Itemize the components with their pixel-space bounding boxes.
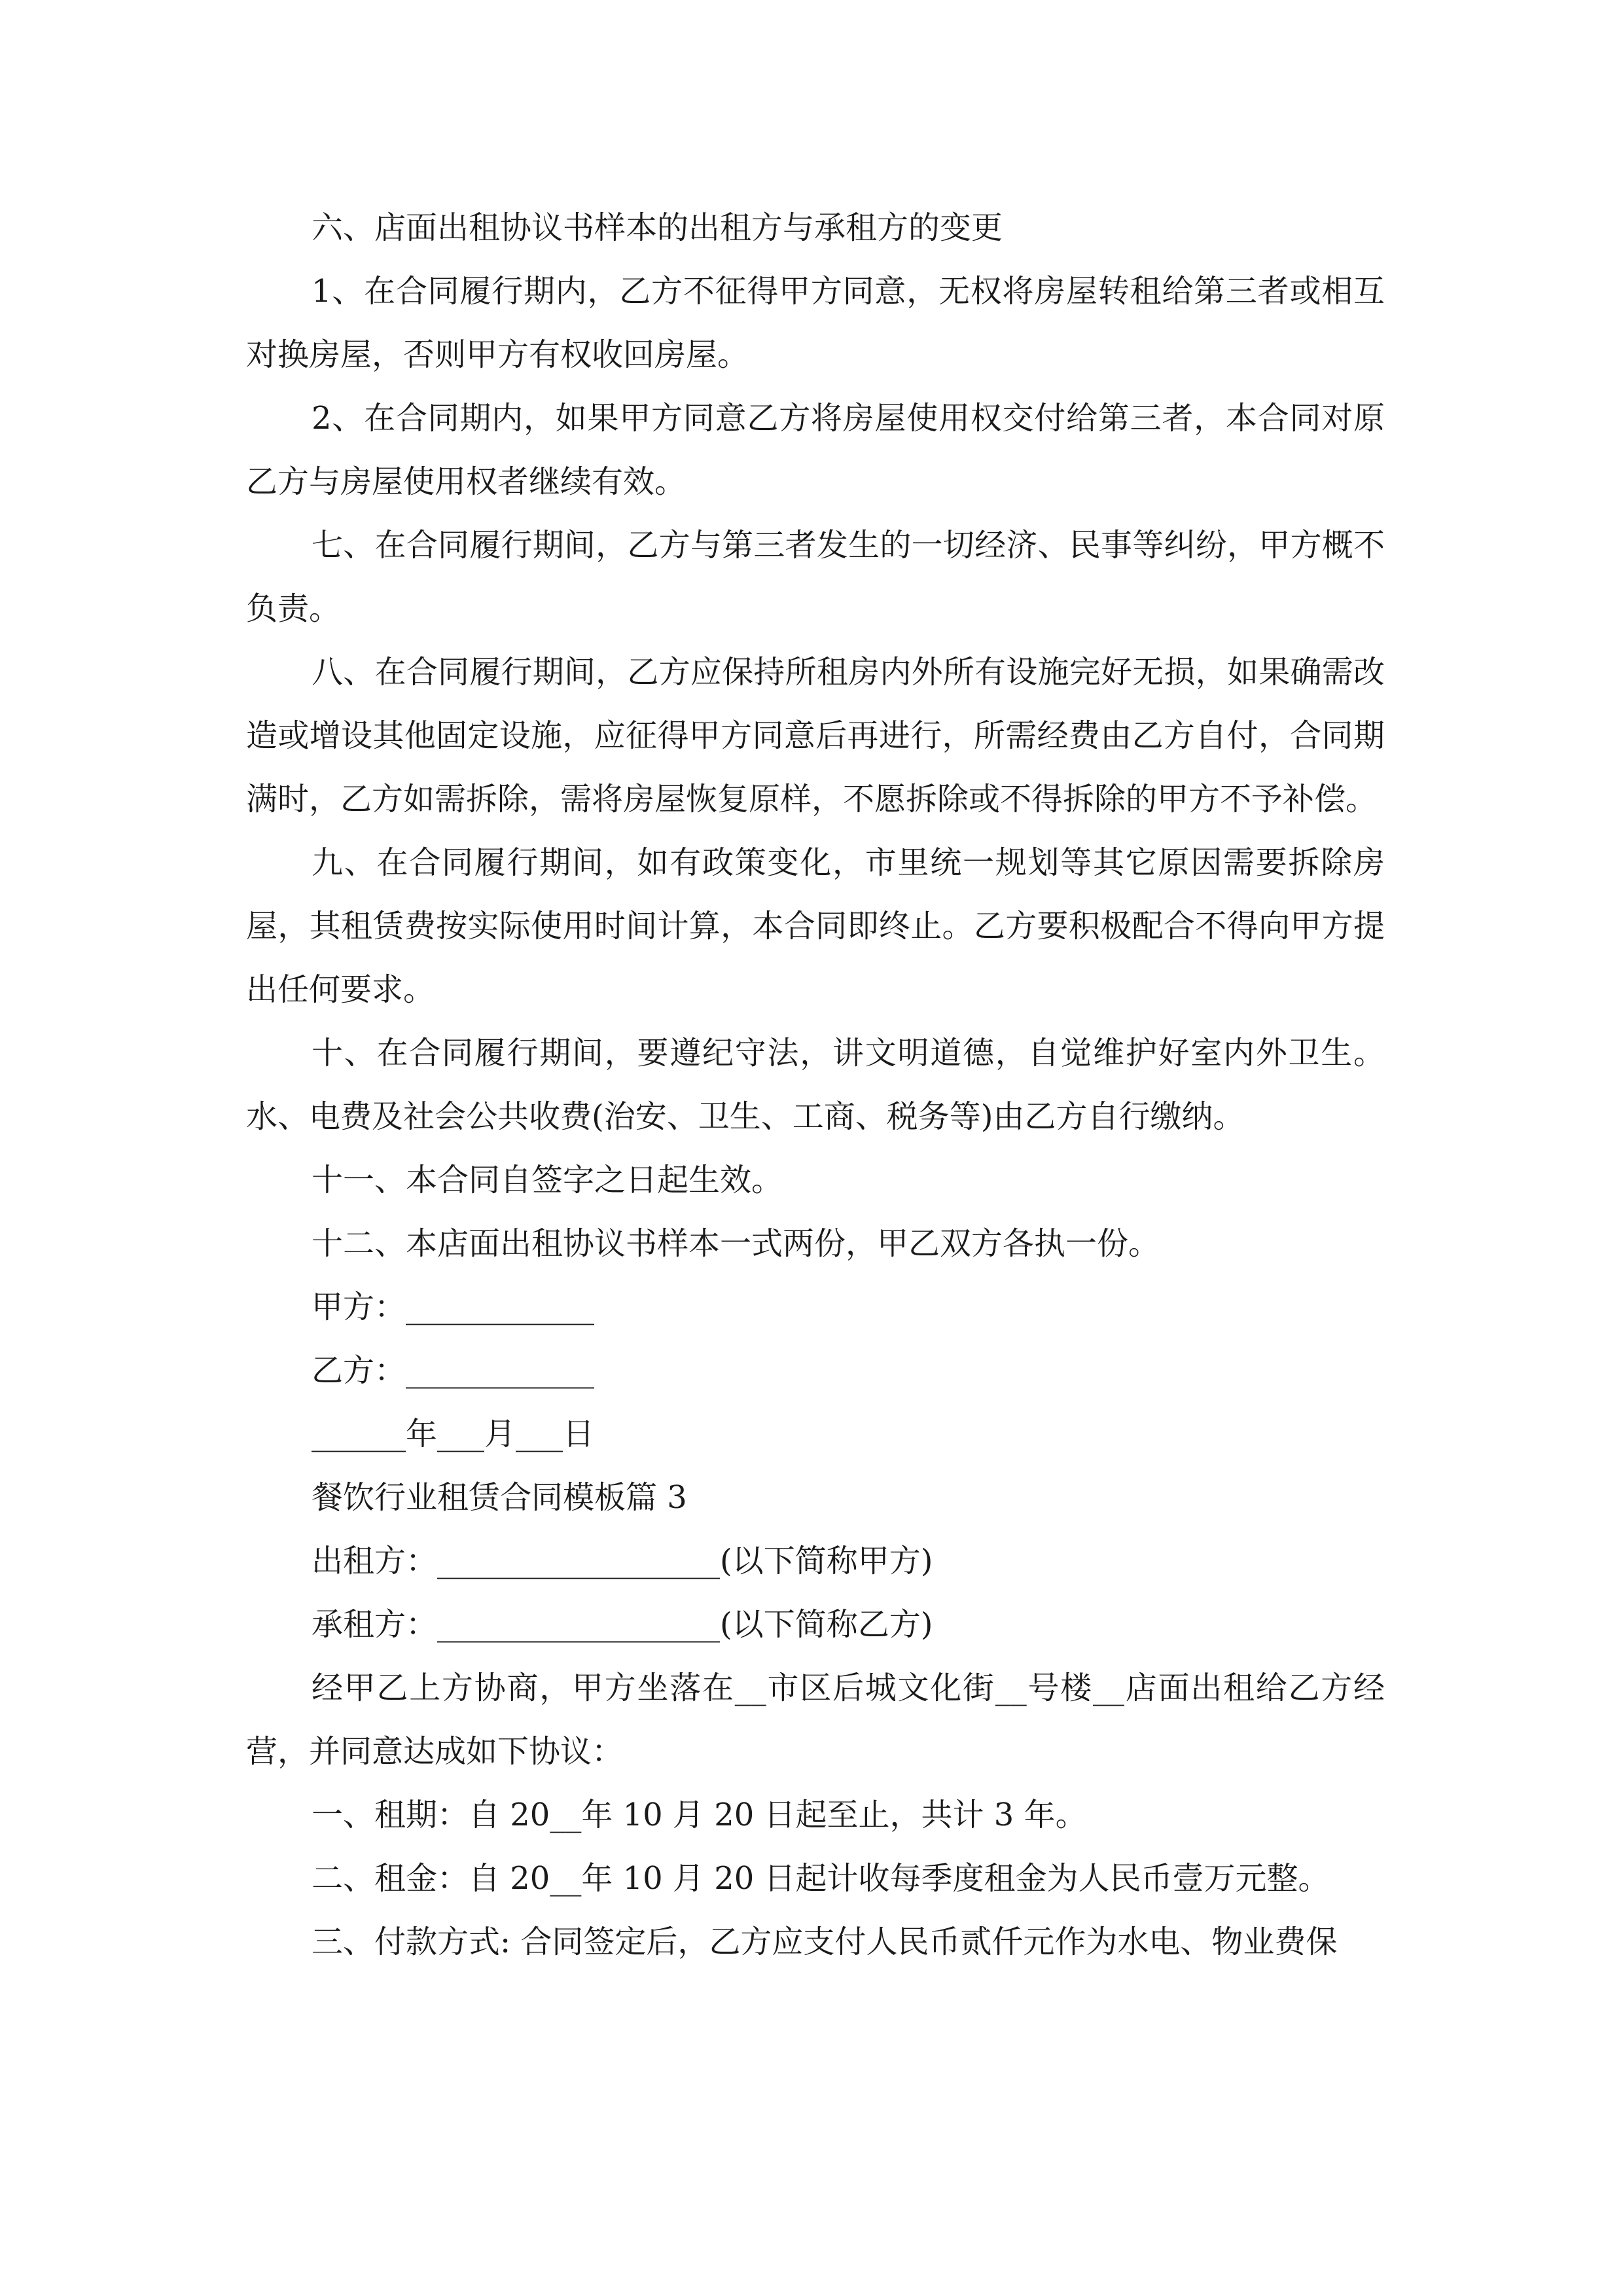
- lessor-line: 出租方：__________________(以下简称甲方): [312, 1543, 933, 1579]
- intro-paragraph: 经甲乙上方协商，甲方坐落在__市区后城文化街__号楼__店面出租给乙方经营，并同意达成如下协议：: [246, 1670, 1385, 1770]
- clause-10: 十、在合同履行期间，要遵纪守法，讲文明道德，自觉维护好室内外卫生。水、电费及社会公共收费(治安、卫生、工商、税务等)由乙方自行缴纳。: [246, 1035, 1385, 1135]
- party-b-signature-line: 乙方：____________: [312, 1352, 595, 1389]
- lessee-line: 承租方：__________________(以下简称乙方): [312, 1606, 933, 1643]
- heading-section-6: 六、店面出租协议书样本的出租方与承租方的变更: [312, 209, 1003, 246]
- party-a-signature-line: 甲方：____________: [312, 1289, 595, 1325]
- document-body: [246, 196, 1385, 1974]
- clause-12: 十二、本店面出租协议书样本一式两份，甲乙双方各执一份。: [312, 1225, 1160, 1262]
- clause-11: 十一、本合同自签字之日起生效。: [312, 1162, 783, 1198]
- clause-6-1: 1、在合同履行期内，乙方不征得甲方同意，无权将房屋转租给第三者或相互对换房屋，否则甲方有权收回房屋。: [246, 273, 1385, 373]
- rent-clause-2: 二、租金：自 20__年 10 月 20 日起计收每季度租金为人民币壹万元整。: [312, 1860, 1330, 1897]
- clause-6-2: 2、在合同期内，如果甲方同意乙方将房屋使用权交付给第三者，本合同对原乙方与房屋使用权者继续有效。: [246, 400, 1385, 500]
- date-line: ______年___月___日: [312, 1416, 595, 1452]
- payment-clause-3: 三、付款方式: 合同签定后，乙方应支付人民币贰仟元作为水电、物业费保: [312, 1924, 1338, 1960]
- template-title: 餐饮行业租赁合同模板篇 3: [312, 1479, 687, 1516]
- term-clause-1: 一、租期：自 20__年 10 月 20 日起至止，共计 3 年。: [312, 1797, 1087, 1833]
- clause-8: 八、在合同履行期间，乙方应保持所租房内外所有设施完好无损，如果确需改造或增设其他固定设施，应征得甲方同意后再进行，所需经费由乙方自付，合同期满时，乙方如需拆除，需将房屋恢复原样，不愿拆除或不得拆除的甲方不予补偿。: [246, 654, 1385, 817]
- clause-7: 七、在合同履行期间，乙方与第三者发生的一切经济、民事等纠纷，甲方概不负责。: [246, 527, 1385, 627]
- clause-9: 九、在合同履行期间，如有政策变化，市里统一规划等其它原因需要拆除房屋，其租赁费按实际使用时间计算，本合同即终止。乙方要积极配合不得向甲方提出任何要求。: [246, 844, 1385, 1008]
